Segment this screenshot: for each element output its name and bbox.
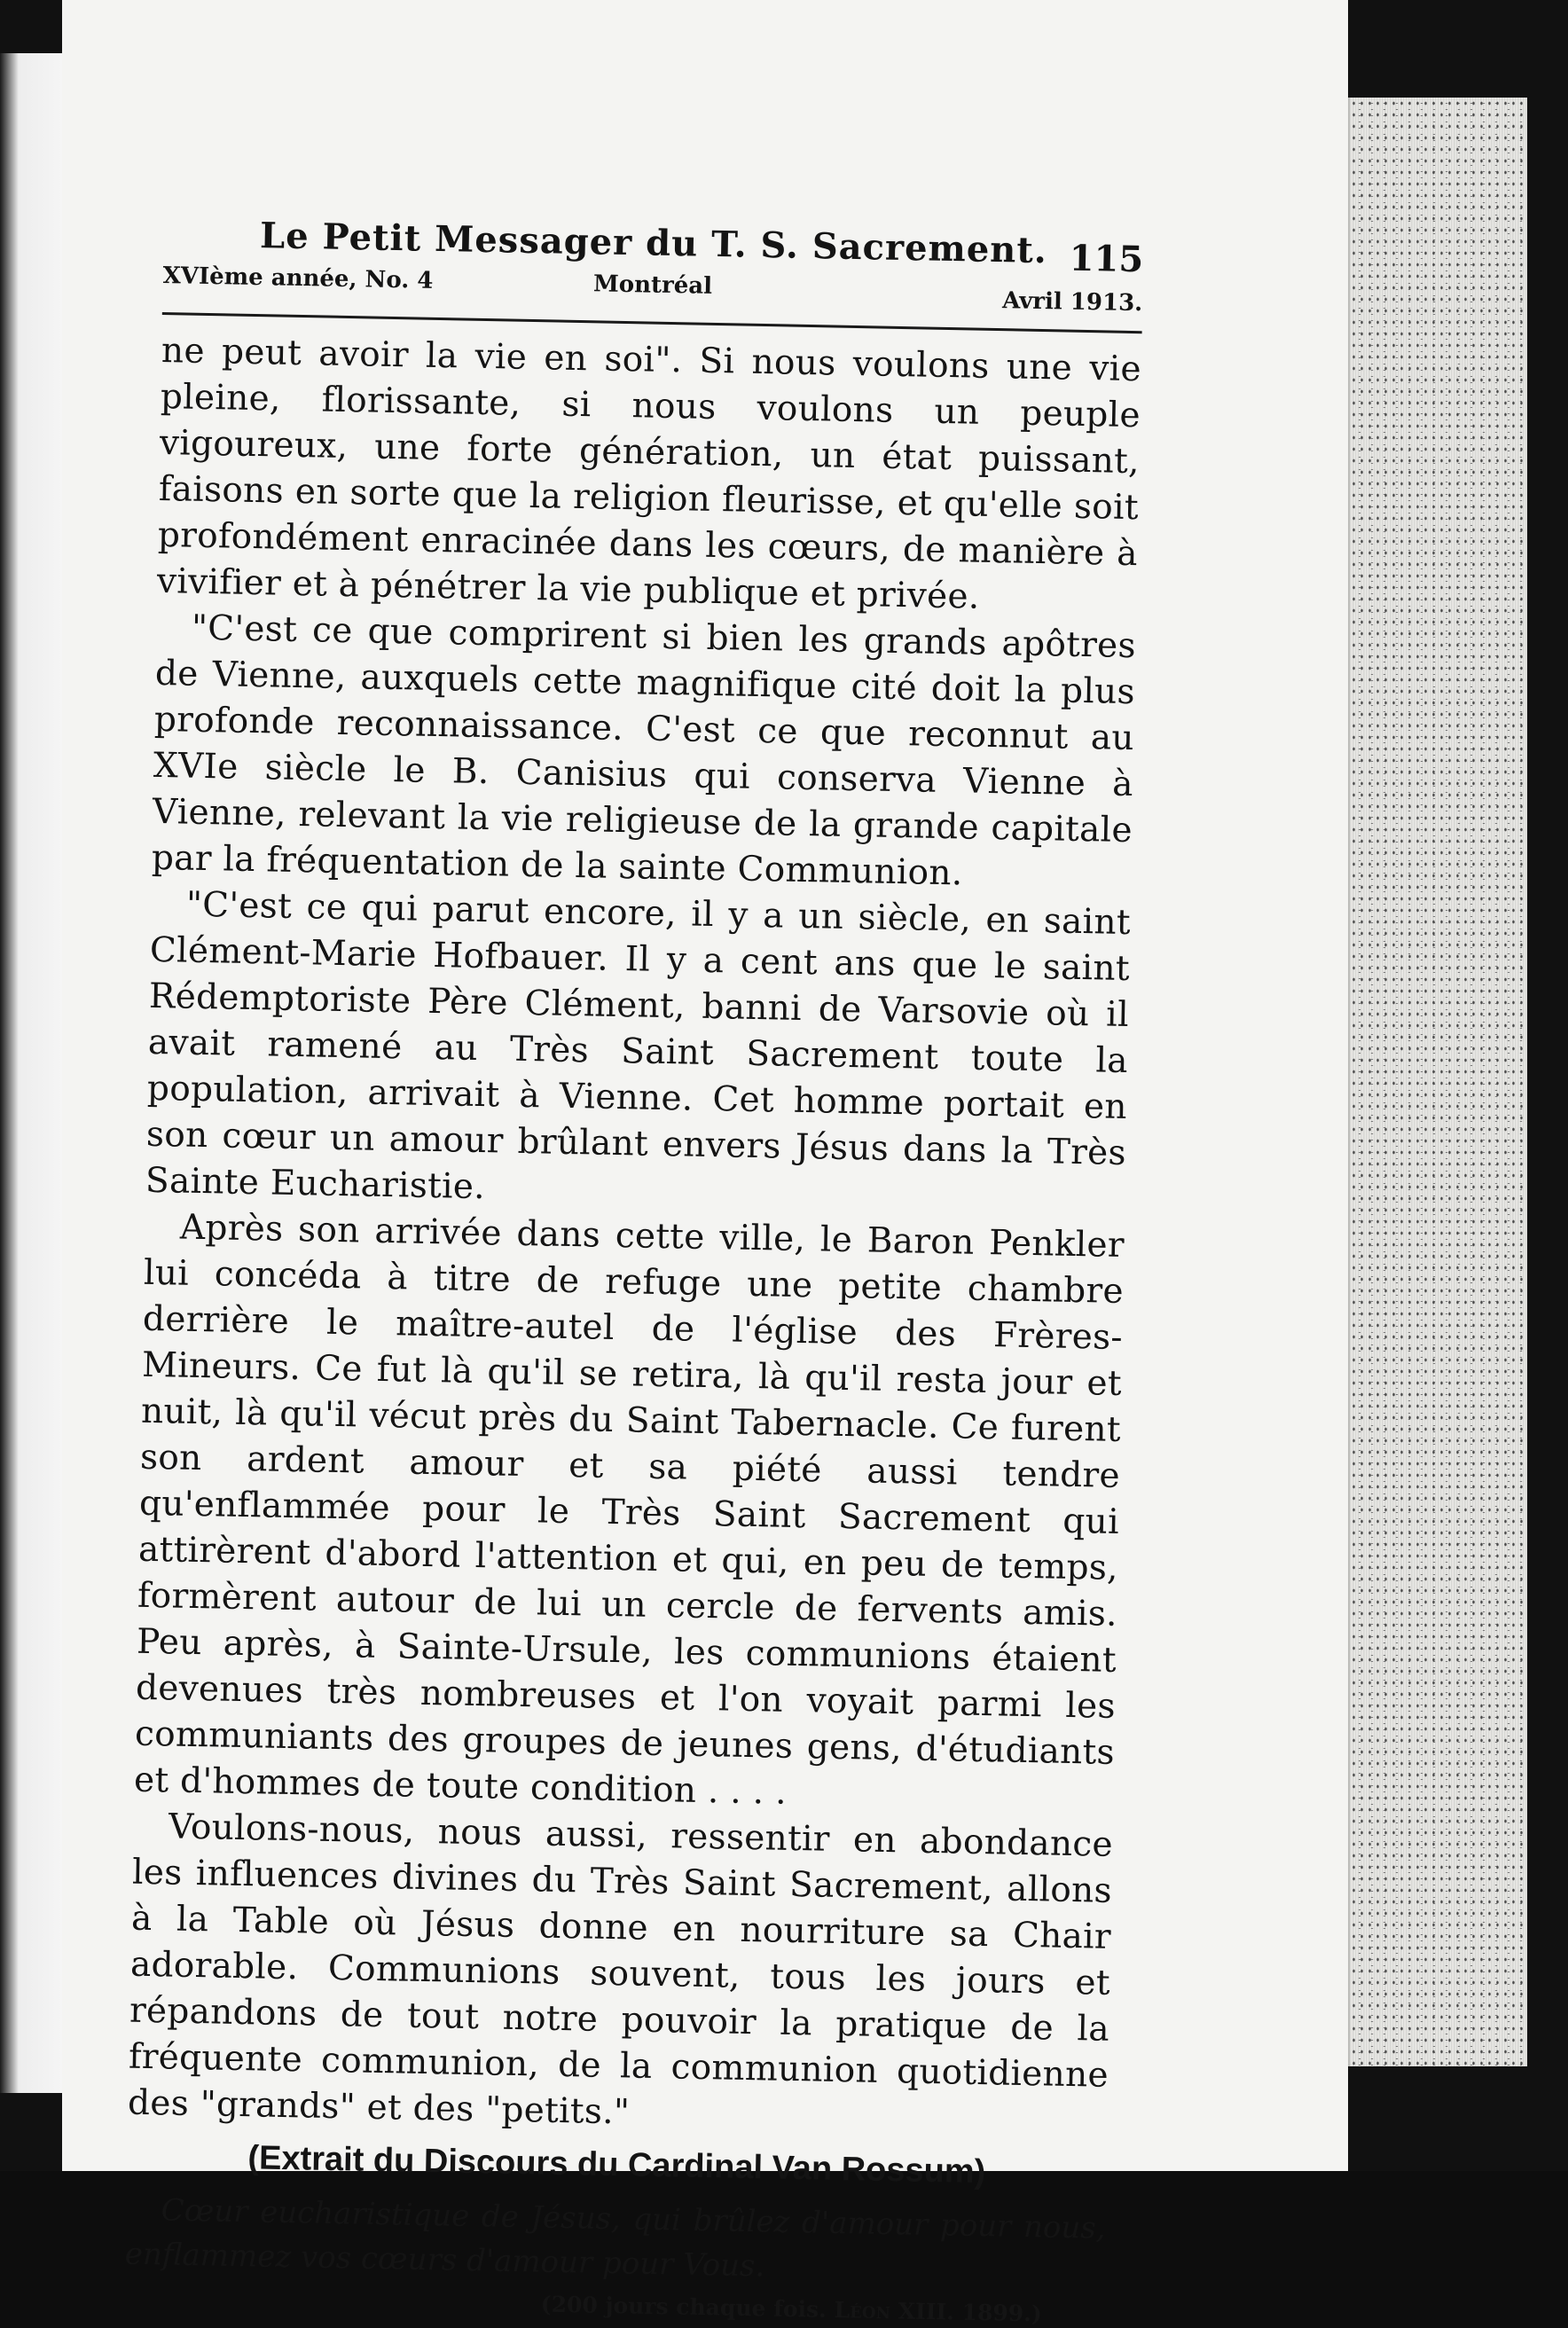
paragraph: "C'est ce que comprirent si bien les grands apôtres de Vienne, auxquels cette magnifique cité doit la plus profonde reconnaissance. C'est ce que reconnut au XVIe siècle le B. Canisius qui conserva Vienne à Vienne, relevant la vie religieuse de la grande capitale par la fréquentation de la sainte Communion. [151, 607, 1137, 894]
facing-page-edge [0, 53, 62, 2093]
paragraph: Voulons-nous, nous aussi, ressentir en abondance les influences divines du Très Saint Sacrement, allons à la Table où Jésus donne en nourriture sa Chair adorable. Communions souvent, tous les jours et répandons de tout notre pouvoir la pratique de la fréquente communion, de la communion quotidienne des "grands" et des "petits." [127, 1807, 1114, 2133]
prayer: Cœur eucharistique de Jésus, qui brûlez d'amour pour nous, enflammez vos cœurs d'amour pour Vous. [124, 2192, 1106, 2285]
paragraph: ne peut avoir la vie en soi". Si nous voulons une vie pleine, florissante, si nous voulons un peuple vigoureux, une forte génération, un état puissant, faisons en sorte que la religion fleurisse, et qu'elle soit profondément enracinée dans les cœurs, de manière à vivifier et à pénétrer la vie publique et privée. [156, 330, 1142, 617]
header-rule [162, 312, 1142, 333]
city: Montréal [592, 270, 713, 300]
volume-info: XVIème année, No. 4 [162, 262, 434, 294]
source-citation: (Extrait du Discours du Cardinal Van Rossum) [247, 2139, 986, 2191]
running-header [162, 213, 1144, 347]
book-page-edges [1348, 98, 1527, 2066]
indulgence-year: 1899.) [961, 2299, 1042, 2327]
journal-title: Le Petit Messager du T. S. Sacrement. [259, 215, 1048, 272]
paragraph: Après son arrivée dans cette ville, le Baron Penkler lui concéda à titre de refuge une petite chambre derrière le maître-autel de l'église des Frères-Mineurs. Ce fut là qu'il se retira, là qu'il resta jour et nuit, là qu'il vécut près du Saint Tabernacle. Ce furent son ardent amour et sa piété aussi tendre qu'enflammée pour le Très Saint Sacrement qui attirèrent d'abord l'attention et qui, en peu de temps, formèrent autour de lui un cercle de fervents amis. Peu après, à Sainte-Ursule, les communions étaient devenues très nombreuses et l'on voyait parmi les communiants des groupes de jeunes gens, d'étudiants et d'hommes de toute condition . . . . [133, 1207, 1125, 1813]
page-number: 115 [1069, 237, 1144, 281]
indulgence-pope: Léon XIII. [834, 2296, 955, 2325]
indulgence-prefix: (200 jours chaque fois. [540, 2291, 827, 2323]
article-body [128, 328, 1142, 2145]
paragraph: "C'est ce qui parut encore, il y a un siècle, en saint Clément-Marie Hofbauer. Il y a cent ans que le saint Rédemptoriste Père Clément, banni de Varsovie où il avait ramené au Très Saint Sacrement toute la population, arrivait à Vienne. Cet homme portait en son cœur un amour brûlant envers Jésus dans la Très Sainte Eucharistie. [145, 884, 1132, 1208]
page-content [124, 213, 1144, 2328]
issue-date: Avril 1913. [1001, 287, 1143, 317]
